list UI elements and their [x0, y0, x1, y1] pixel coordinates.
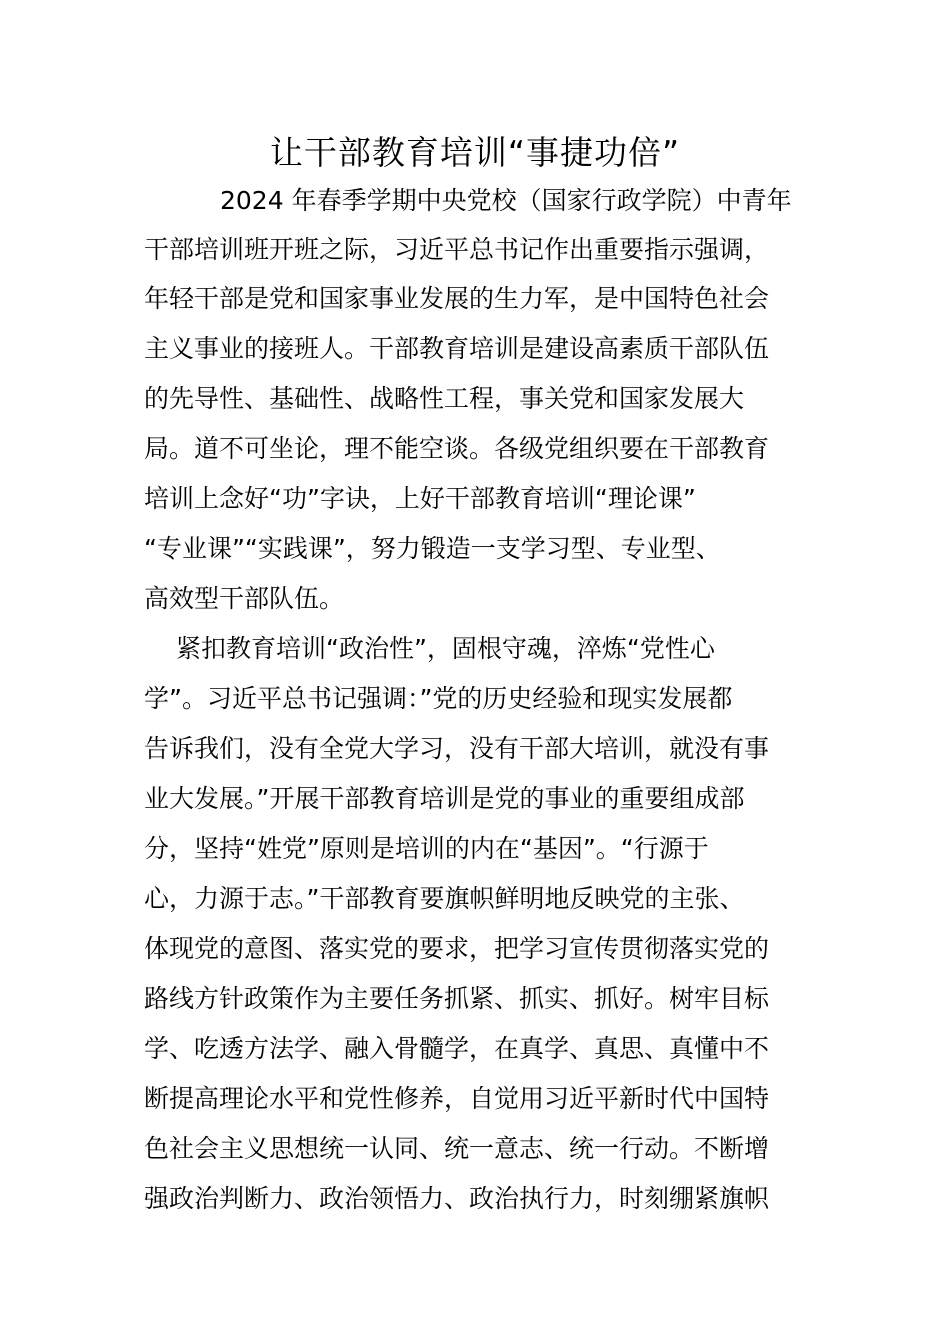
paragraph-line: 年轻干部是党和国家事业发展的生力军，是中国特色社会: [144, 284, 770, 313]
paragraph-line: 的先导性、基础性、战略性工程，事关党和国家发展大: [144, 384, 745, 413]
paragraph-line: 学、吃透方法学、融入骨髓学，在真学、真思、真懂中不: [144, 1034, 770, 1063]
paragraph-line: 主义事业的接班人。干部教育培训是建设高素质干部队伍: [144, 334, 770, 363]
paragraph-line: 告诉我们，没有全党大学习，没有干部大培训，就没有事: [144, 734, 770, 763]
paragraph-line: 学”。习近平总书记强调：”党的历史经验和现实发展都: [144, 684, 733, 713]
paragraph-line: 高效型干部队伍。: [144, 584, 345, 613]
paragraph-line: 色社会主义思想统一认同、统一意志、统一行动。不断增: [144, 1134, 770, 1163]
paragraph-line: 培训上念好“功”字诀，上好干部教育培训“理论课”: [144, 484, 696, 513]
paragraph-line: 路线方针政策作为主要任务抓紧、抓实、抓好。树牢目标: [144, 984, 770, 1013]
paragraph-line: 紧扣教育培训“政治性”，固根守魂，淬炼“党性心: [176, 634, 715, 663]
paragraph-line: 强政治判断力、政治领悟力、政治执行力，时刻绷紧旗帜: [144, 1184, 770, 1213]
paragraph-line: 干部培训班开班之际，习近平总书记作出重要指示强调，: [144, 235, 770, 264]
paragraph-line: 业大发展。”开展干部教育培训是党的事业的重要组成部: [144, 784, 745, 813]
paragraph-line: 2024 年春季学期中央党校（国家行政学院）中青年: [220, 186, 792, 215]
paragraph-line: 体现党的意图、落实党的要求，把学习宣传贯彻落实党的: [144, 934, 770, 963]
document-title: 让干部教育培训“事捷功倍”: [269, 133, 681, 172]
paragraph-line: 分，坚持“姓党”原则是培训的内在“基因”。“行源于: [144, 834, 709, 863]
paragraph-line: 局。道不可坐论，理不能空谈。各级党组织要在干部教育: [144, 434, 770, 463]
paragraph-line: 心，力源于志。”干部教育要旗帜鲜明地反映党的主张、: [144, 884, 745, 913]
paragraph-line: 断提高理论水平和党性修养，自觉用习近平新时代中国特: [144, 1084, 770, 1113]
paragraph-line: “专业课”“实践课”，努力锻造一支学习型、专业型、: [144, 534, 721, 563]
